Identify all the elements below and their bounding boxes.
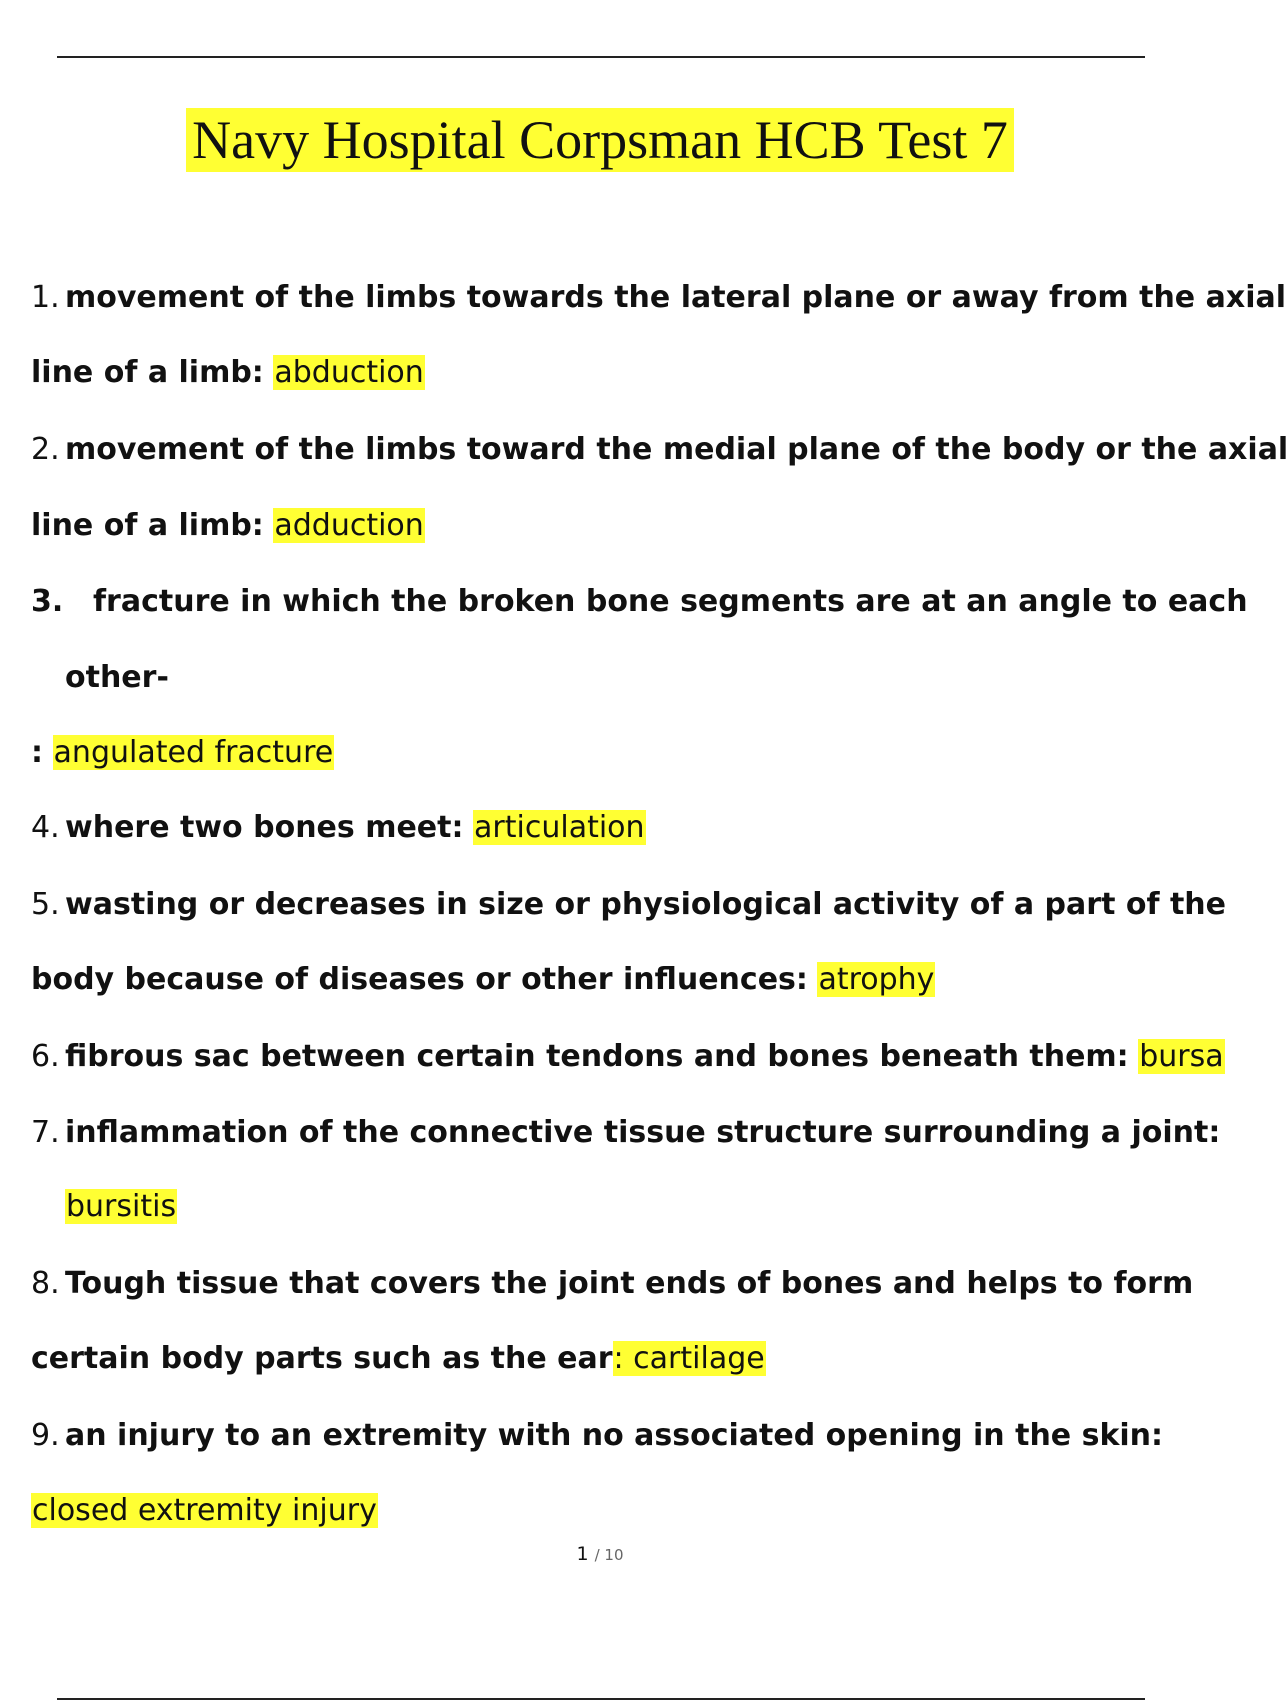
question-number: 3. bbox=[31, 584, 64, 619]
question-3-line-3 bbox=[31, 735, 1171, 770]
question-stem: where two bones meet: bbox=[65, 810, 464, 845]
question-stem-continued: certain body parts such as the ear bbox=[31, 1341, 613, 1376]
question-stem: inflammation of the connective tissue structure surrounding a joint: bbox=[65, 1115, 1221, 1150]
question-stem-continued: other- bbox=[65, 660, 169, 695]
answer-highlight: atrophy bbox=[818, 962, 935, 997]
question-2-line-2 bbox=[31, 508, 1171, 543]
question-9-line-2 bbox=[31, 1493, 1171, 1528]
question-number: 9. bbox=[31, 1418, 60, 1453]
question-4 bbox=[31, 810, 1171, 845]
answer-highlight: angulated fracture bbox=[53, 735, 334, 770]
question-number: 8. bbox=[31, 1266, 60, 1301]
question-stem: an injury to an extremity with no associated opening in the skin: bbox=[65, 1418, 1164, 1453]
document-title: Navy Hospital Corpsman HCB Test 7 bbox=[186, 108, 1014, 172]
question-stem: wasting or decreases in size or physiological activity of a part of the bbox=[65, 887, 1227, 922]
answer-highlight: bursa bbox=[1139, 1039, 1224, 1074]
page-indicator bbox=[0, 1543, 1200, 1565]
title-container bbox=[0, 108, 1200, 172]
answer-prefix: : bbox=[31, 735, 43, 770]
question-number: 5. bbox=[31, 887, 60, 922]
answer-highlight: articulation bbox=[474, 810, 645, 845]
question-2 bbox=[31, 432, 1288, 467]
question-3 bbox=[31, 584, 1248, 619]
answer-highlight: : cartilage bbox=[613, 1341, 765, 1376]
question-3-line-2 bbox=[31, 660, 1205, 695]
question-stem: fracture in which the broken bone segments are at an angle to each bbox=[93, 584, 1248, 619]
question-stem: movement of the limbs towards the lateral plane or away from the axial bbox=[65, 280, 1287, 315]
question-7 bbox=[31, 1115, 1221, 1150]
question-1-line-2 bbox=[31, 355, 1171, 390]
question-8 bbox=[31, 1266, 1194, 1301]
question-6 bbox=[31, 1039, 1224, 1074]
question-stem-continued: body because of diseases or other influences: bbox=[31, 962, 808, 997]
top-rule bbox=[57, 56, 1145, 58]
question-number: 6. bbox=[31, 1039, 60, 1074]
answer-highlight: closed extremity injury bbox=[32, 1493, 377, 1528]
question-stem: fibrous sac between certain tendons and bones beneath them: bbox=[65, 1039, 1129, 1074]
answer-highlight: abduction bbox=[274, 355, 424, 390]
question-stem-continued: line of a limb: bbox=[31, 508, 264, 543]
question-number: 4. bbox=[31, 810, 60, 845]
question-5 bbox=[31, 887, 1227, 922]
question-stem-continued: line of a limb: bbox=[31, 355, 264, 390]
question-number: 1. bbox=[31, 280, 60, 315]
question-stem: Tough tissue that covers the joint ends of bones and helps to form bbox=[65, 1266, 1194, 1301]
question-number: 2. bbox=[31, 432, 60, 467]
answer-highlight: adduction bbox=[274, 508, 424, 543]
page-total: / 10 bbox=[594, 1546, 624, 1564]
question-8-line-2 bbox=[31, 1341, 1171, 1376]
question-stem: movement of the limbs toward the medial plane of the body or the axial bbox=[65, 432, 1288, 467]
question-9 bbox=[31, 1418, 1171, 1453]
page-current: 1 bbox=[576, 1543, 589, 1565]
question-5-line-2 bbox=[31, 962, 1171, 997]
answer-highlight: bursitis bbox=[66, 1189, 177, 1224]
question-1 bbox=[31, 280, 1287, 315]
question-number: 7. bbox=[31, 1115, 60, 1150]
question-7-line-2 bbox=[31, 1189, 1205, 1224]
